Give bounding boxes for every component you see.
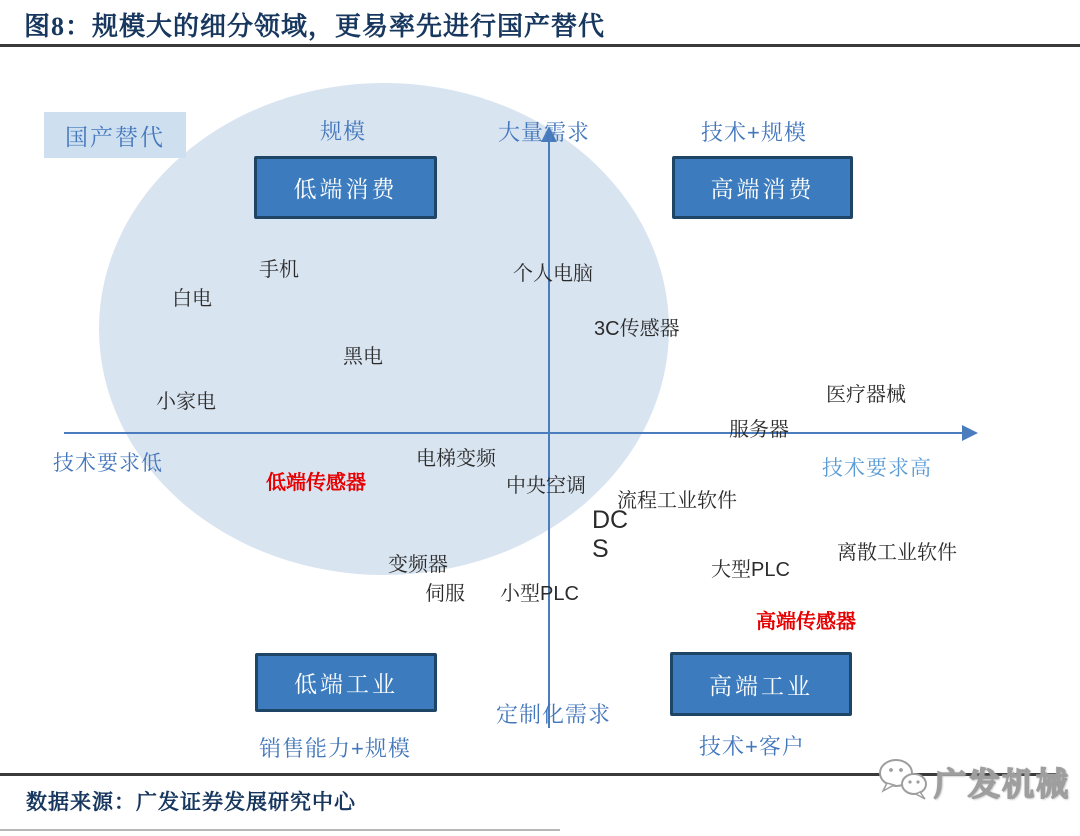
item-small-appliances: 小家电	[156, 391, 216, 413]
title-divider	[0, 44, 1080, 47]
horizontal-axis-arrow-icon	[962, 425, 978, 441]
bottom-divider	[0, 829, 560, 831]
caption-top-right: 技术+规模	[701, 120, 807, 145]
legend-tag-domestic-substitution: 国产替代	[44, 112, 186, 158]
item-discrete-industrial-software: 离散工业软件	[837, 542, 957, 564]
watermark-label: 广发机械	[934, 765, 1071, 802]
data-source-note: 数据来源：广发证券发展研究中心	[26, 790, 356, 814]
item-medical-devices: 医疗器械	[826, 384, 906, 406]
item-process-industrial-software: 流程工业软件	[617, 490, 737, 512]
item-mobile-phones: 手机	[259, 259, 299, 281]
axis-label-top: 大量需求	[498, 120, 591, 145]
item-3c-sensors: 3C传感器	[594, 318, 680, 340]
brand-watermark	[876, 756, 1070, 807]
item-inverters: 变频器	[388, 554, 448, 576]
figure-title: 图8：规模大的细分领域，更易率先进行国产替代	[24, 12, 606, 41]
quadrant-box-high-end-industrial: 高端工业	[670, 652, 852, 716]
item-white-goods: 白电	[172, 288, 212, 310]
horizontal-axis-line	[64, 432, 964, 434]
item-small-plc: 小型PLC	[500, 583, 579, 605]
item-central-ac: 中央空调	[506, 475, 586, 497]
caption-bottom-left: 销售能力+规模	[259, 736, 411, 761]
caption-bottom-right: 技术+客户	[699, 734, 805, 759]
item-elevator-inverters: 电梯变频	[416, 448, 496, 470]
axis-label-bottom: 定制化需求	[496, 702, 612, 727]
item-dcs: DCS	[592, 506, 629, 563]
vertical-axis-line	[548, 141, 550, 728]
item-personal-computers: 个人电脑	[513, 263, 593, 285]
quadrant-box-low-end-industrial: 低端工业	[255, 653, 437, 712]
item-large-plc: 大型PLC	[711, 559, 790, 581]
item-servo: 伺服	[425, 583, 465, 605]
axis-label-right: 技术要求高	[822, 457, 932, 480]
item-high-end-sensors: 高端传感器	[756, 611, 856, 633]
quadrant-box-high-end-consumer: 高端消费	[672, 156, 853, 219]
item-servers: 服务器	[729, 419, 789, 441]
caption-top-left: 规模	[320, 119, 367, 144]
item-low-end-sensors: 低端传感器	[266, 472, 366, 494]
axis-label-left: 技术要求低	[53, 452, 163, 475]
quadrant-box-low-end-consumer: 低端消费	[254, 156, 437, 219]
item-black-goods: 黑电	[343, 346, 383, 368]
wechat-icon	[876, 756, 930, 807]
